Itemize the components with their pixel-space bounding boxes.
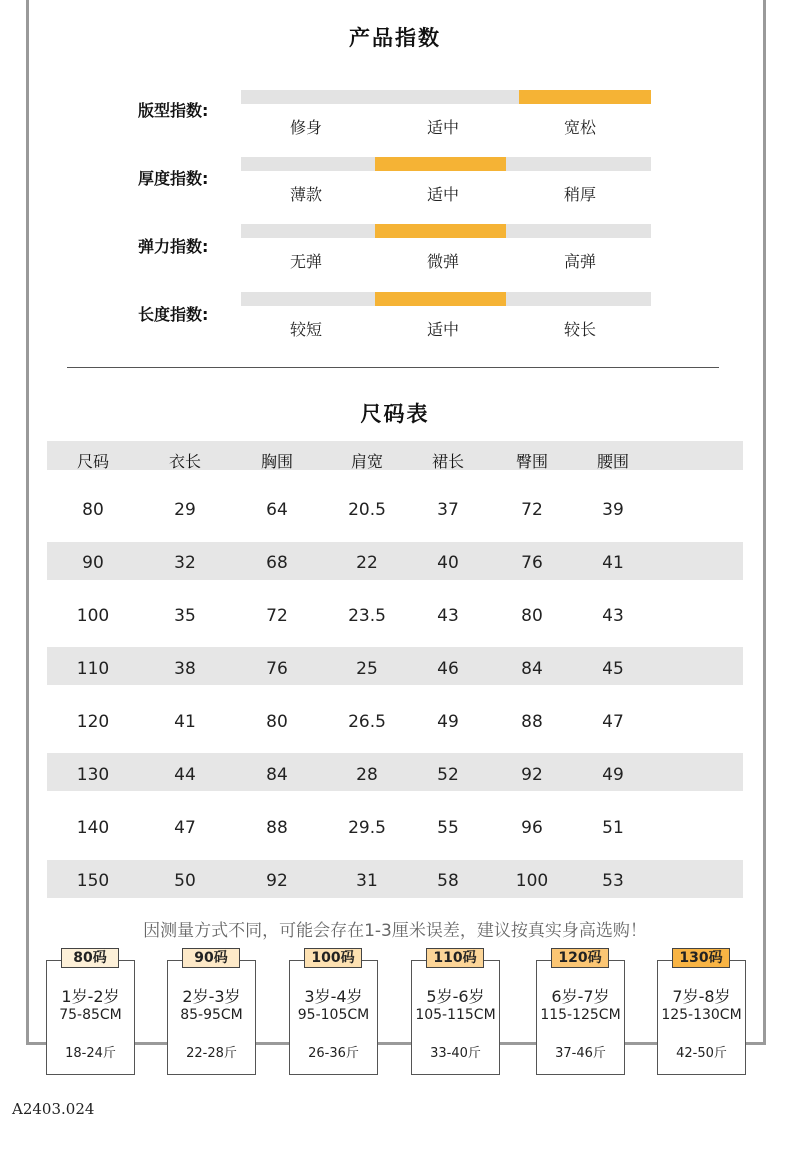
index-option: 较长 <box>563 320 596 339</box>
table-cell: 130 <box>76 765 110 785</box>
table-cell: 23.5 <box>348 606 386 626</box>
product-index-title: 产品指数 <box>349 26 441 50</box>
table-header-cell: 肩宽 <box>350 452 383 471</box>
table-cell: 80 <box>82 500 104 520</box>
index-option: 适中 <box>426 185 459 204</box>
table-cell: 20.5 <box>348 500 386 520</box>
size-card-height: 115-125CM <box>540 1007 621 1023</box>
index-option: 较短 <box>289 320 322 339</box>
table-cell: 68 <box>266 553 288 573</box>
table-cell: 84 <box>266 765 288 785</box>
index-bar-fill <box>375 157 506 171</box>
index-bar <box>241 292 651 306</box>
size-card-weight: 22-28斤 <box>186 1046 237 1061</box>
table-cell: 96 <box>521 818 543 838</box>
table-cell: 41 <box>602 553 624 573</box>
table-cell: 72 <box>521 500 543 520</box>
size-card-age: 7岁-8岁 <box>672 987 731 1006</box>
index-option: 适中 <box>426 118 459 137</box>
table-cell: 64 <box>266 500 288 520</box>
size-card-tag: 100码 <box>304 948 362 968</box>
index-label: 厚度指数: <box>138 169 209 188</box>
table-cell: 39 <box>602 500 624 520</box>
index-bar-fill <box>375 292 506 306</box>
index-label: 长度指数: <box>138 305 209 324</box>
table-cell: 49 <box>437 712 459 732</box>
size-card-weight: 33-40斤 <box>430 1046 481 1061</box>
table-header-cell: 尺码 <box>76 452 109 471</box>
table-cell: 76 <box>521 553 543 573</box>
table-cell: 51 <box>602 818 624 838</box>
table-header-cell: 臀围 <box>515 452 548 471</box>
size-card-height: 75-85CM <box>59 1007 122 1023</box>
frame-right-line <box>763 0 766 1045</box>
table-cell: 50 <box>174 871 196 891</box>
size-card-tag: 130码 <box>672 948 730 968</box>
index-option: 高弹 <box>563 252 596 271</box>
index-label: 弹力指数: <box>138 237 209 256</box>
table-cell: 80 <box>521 606 543 626</box>
table-header-cell: 裙长 <box>431 452 464 471</box>
table-cell: 55 <box>437 818 459 838</box>
index-option: 无弹 <box>289 252 322 271</box>
table-cell: 37 <box>437 500 459 520</box>
table-cell: 29.5 <box>348 818 386 838</box>
table-cell: 43 <box>437 606 459 626</box>
table-cell: 76 <box>266 659 288 679</box>
size-card-weight: 37-46斤 <box>555 1046 606 1061</box>
size-card-tag: 80码 <box>61 948 119 968</box>
table-cell: 35 <box>174 606 196 626</box>
table-cell: 80 <box>266 712 288 732</box>
size-card-height: 85-95CM <box>180 1007 243 1023</box>
table-cell: 110 <box>76 659 110 679</box>
table-header-cell: 腰围 <box>596 452 629 471</box>
table-cell: 100 <box>515 871 549 891</box>
table-cell: 150 <box>76 871 110 891</box>
table-cell: 43 <box>602 606 624 626</box>
size-table-title: 尺码表 <box>360 402 430 426</box>
size-card-age: 3岁-4岁 <box>304 987 363 1006</box>
table-cell: 41 <box>174 712 196 732</box>
index-bar <box>241 224 651 238</box>
size-card-age: 6岁-7岁 <box>551 987 610 1006</box>
index-label: 版型指数: <box>138 101 209 120</box>
table-cell: 49 <box>602 765 624 785</box>
table-header-cell: 衣长 <box>168 452 201 471</box>
size-card-tag: 110码 <box>426 948 484 968</box>
table-cell: 44 <box>174 765 196 785</box>
table-cell: 90 <box>82 553 104 573</box>
index-option: 宽松 <box>563 118 596 137</box>
size-card-weight: 18-24斤 <box>65 1046 116 1061</box>
table-cell: 140 <box>76 818 110 838</box>
measurement-note: 因测量方式不同，可能会存在1-3厘米误差，建议按真实身高选购！ <box>143 921 647 941</box>
index-bar <box>241 90 651 104</box>
index-option: 稍厚 <box>563 185 596 204</box>
table-cell: 32 <box>174 553 196 573</box>
frame-left-line <box>26 0 29 1045</box>
index-option: 修身 <box>289 118 322 137</box>
size-card-height: 105-115CM <box>415 1007 496 1023</box>
table-cell: 92 <box>521 765 543 785</box>
size-card-age: 1岁-2岁 <box>61 987 120 1006</box>
frame-bottom-line <box>26 1042 766 1045</box>
table-cell: 40 <box>437 553 459 573</box>
table-cell: 88 <box>521 712 543 732</box>
table-cell: 28 <box>356 765 378 785</box>
table-cell: 22 <box>356 553 378 573</box>
index-option: 微弹 <box>426 252 459 271</box>
table-cell: 84 <box>521 659 543 679</box>
size-card-weight: 26-36斤 <box>308 1046 359 1061</box>
table-cell: 38 <box>174 659 196 679</box>
table-cell: 47 <box>602 712 624 732</box>
table-cell: 53 <box>602 871 624 891</box>
table-cell: 52 <box>437 765 459 785</box>
table-cell: 31 <box>356 871 378 891</box>
index-bar <box>241 157 651 171</box>
size-card-age: 5岁-6岁 <box>426 987 485 1006</box>
table-cell: 88 <box>266 818 288 838</box>
table-cell: 72 <box>266 606 288 626</box>
size-card-age: 2岁-3岁 <box>182 987 241 1006</box>
section-divider <box>67 367 719 368</box>
size-card-weight: 42-50斤 <box>676 1046 727 1061</box>
size-card-height: 95-105CM <box>297 1007 370 1023</box>
index-option: 适中 <box>426 320 459 339</box>
index-option: 薄款 <box>289 185 322 204</box>
table-cell: 45 <box>602 659 624 679</box>
product-code: A2403.024 <box>12 1100 95 1118</box>
index-bar-fill <box>375 224 506 238</box>
table-cell: 29 <box>174 500 196 520</box>
table-cell: 92 <box>266 871 288 891</box>
table-cell: 100 <box>76 606 110 626</box>
table-cell: 26.5 <box>348 712 386 732</box>
table-cell: 58 <box>437 871 459 891</box>
table-cell: 47 <box>174 818 196 838</box>
table-cell: 120 <box>76 712 110 732</box>
index-bar-fill <box>519 90 651 104</box>
size-card-tag: 120码 <box>551 948 609 968</box>
size-card-height: 125-130CM <box>661 1007 742 1023</box>
table-header-cell: 胸围 <box>260 452 293 471</box>
table-cell: 25 <box>356 659 378 679</box>
size-card-tag: 90码 <box>182 948 240 968</box>
table-cell: 46 <box>437 659 459 679</box>
